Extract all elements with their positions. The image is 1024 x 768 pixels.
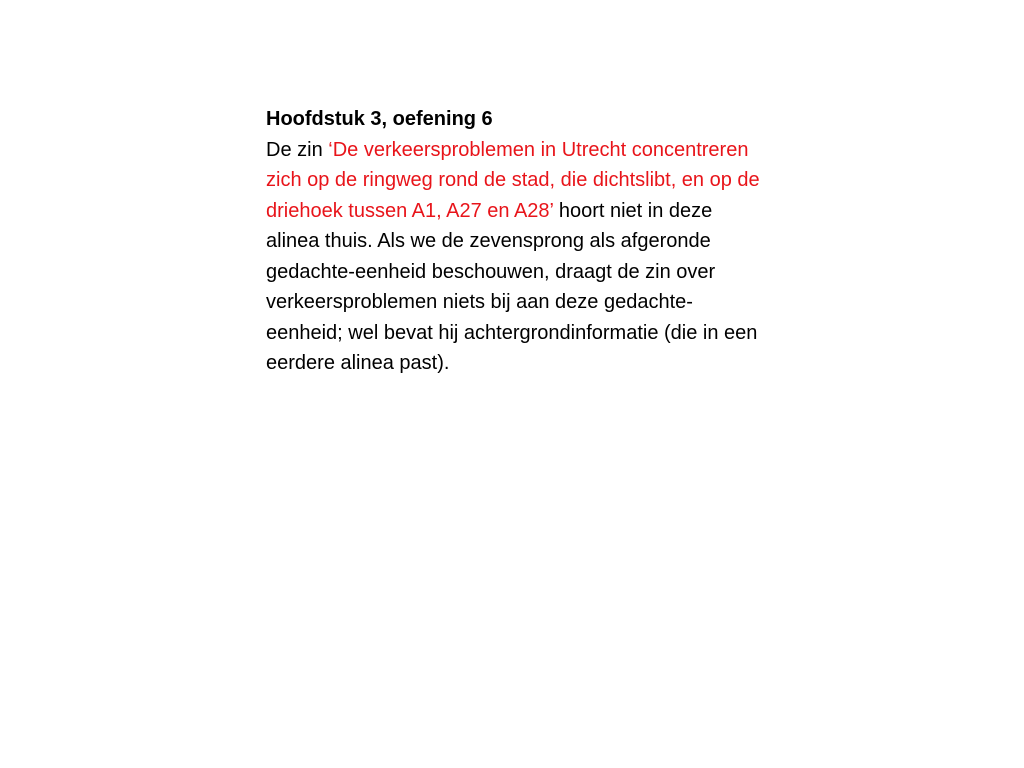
text-block [266, 104, 766, 379]
body-text: hoort niet in deze alinea thuis. Als we de zevensprong als afgeronde gedachte-eenheid beschouwen, draagt de zin over verkeersproblemen niets bij aan deze gedachte-eenheid; wel bevat hij achtergrondinformatie (die in een eerdere alinea past). [266, 199, 758, 374]
quoted-sentence: ‘De verkeersproblemen in Utrecht concentreren zich op de ringweg rond de stad, die dichtslibt, en op de driehoek tussen A1, A27 en A28’ [266, 138, 760, 222]
intro-text: De zin [266, 138, 329, 161]
slide-title: Hoofdstuk 3, oefening 6 [266, 108, 493, 130]
